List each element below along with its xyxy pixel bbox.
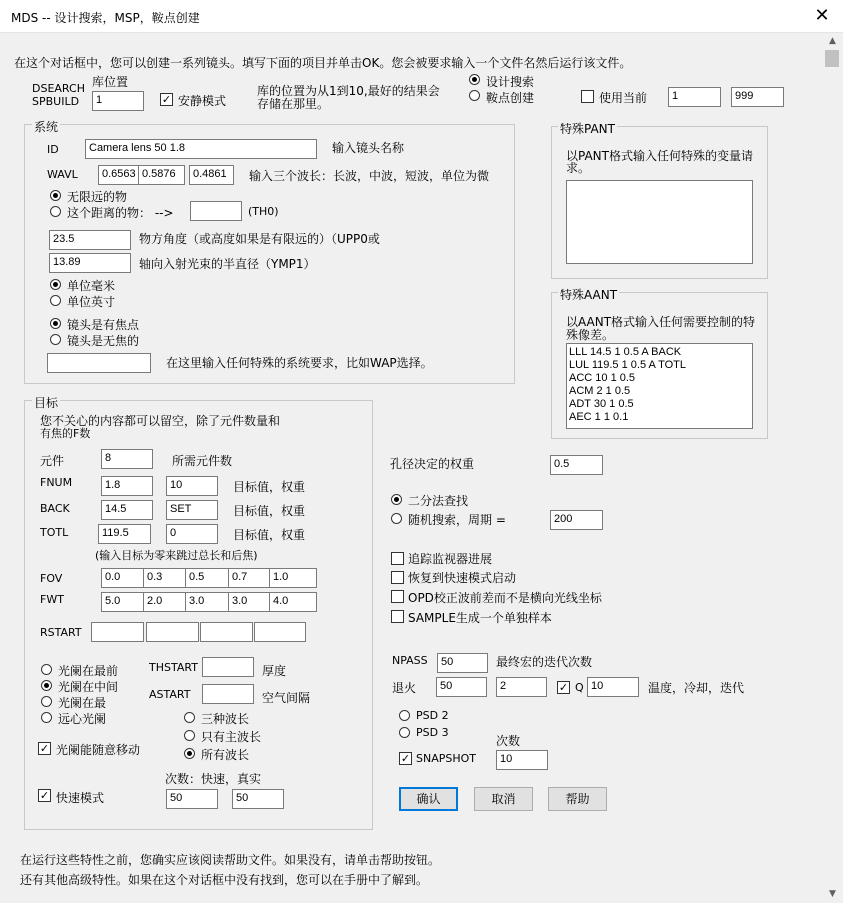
iterations-label: 次数：快速，真实 [165,772,262,786]
aant-line: LLL 14.5 1 0.5 A BACK [569,346,682,358]
use-current-label: 使用当前 [599,91,648,105]
thstart-label: THSTART [149,661,198,674]
fnum-label: FNUM [40,476,73,489]
ymp1-input[interactable]: 13.89 [49,253,131,273]
psd2-radio[interactable] [399,710,410,721]
focal-radio[interactable] [50,318,61,329]
afocal-radio[interactable] [50,334,61,345]
random-search-label: 随机搜索，周期 = [408,513,506,527]
stop-back-radio[interactable] [41,696,52,707]
library-input[interactable]: 1 [92,91,144,111]
fwt-input-1[interactable]: 5.0 [101,592,149,612]
pant-desc-2: 求。 [566,161,591,175]
window-title: MDS -- 设计搜索，MSP，鞍点创建 [11,11,200,25]
opd-label: OPD校正波前差而不是横向光线坐标 [408,591,602,605]
totl-weight-input[interactable]: 0 [166,524,218,544]
thstart-input[interactable] [202,657,254,677]
random-search-radio[interactable] [391,513,402,524]
th0-label: (TH0) [248,205,279,218]
fov-input-5[interactable]: 1.0 [269,568,317,588]
object-infinite-label: 无限远的物 [67,190,128,204]
wavl-mid-input[interactable]: 0.5876 [138,165,185,185]
all-waves-radio[interactable] [184,748,195,759]
stop-middle-radio[interactable] [41,680,52,691]
thickness-hint: 厚度 [262,664,287,678]
astart-label: ASTART [149,688,191,701]
system-group-title: 系统 [34,120,59,134]
rstart-input-2[interactable] [146,622,199,642]
main-wave-label: 只有主波长 [201,730,262,744]
period-input[interactable]: 200 [550,510,603,530]
stop-move-label: 光阑能随意移动 [56,743,141,757]
anneal-label: 退火 [392,681,417,695]
target-group-title: 目标 [34,396,59,410]
focal-label: 镜头是有焦点 [67,318,140,332]
air-gap-hint: 空气间隔 [262,691,311,705]
snapshot-checkbox[interactable]: ✓ [400,752,411,765]
cancel-button[interactable]: 取消 [474,787,533,811]
field-angle-input[interactable]: 23.5 [49,230,131,250]
aant-line: ADT 30 1 0.5 [569,398,634,410]
fov-input-1[interactable]: 0.0 [101,568,149,588]
back-label: BACK [40,502,70,515]
restore-fast-label: 恢复到快速模式启动 [408,571,517,585]
track-progress-checkbox[interactable] [391,552,404,565]
use-current-checkbox[interactable] [581,90,594,103]
dsearch-label: DSEARCH [32,82,85,95]
id-label: ID [47,143,59,156]
anneal-iter-input[interactable]: 10 [587,677,639,697]
quiet-mode-label: 安静模式 [178,94,227,108]
footer-line-1: 在运行这些特性之前，您确实应该阅读帮助文件。如果没有，请单击帮助按钮。 [20,853,441,867]
close-icon[interactable]: ✕ [814,5,830,26]
stop-back-label: 光阑在最 [58,696,107,710]
aant-desc-2: 殊像差。 [566,328,615,342]
psd3-label: PSD 3 [416,726,449,739]
object-distance-radio[interactable] [50,206,61,217]
special-system-input[interactable] [47,353,151,373]
aant-line: AEC 1 1 0.1 [569,411,629,423]
fwt-input-4[interactable]: 3.0 [228,592,276,612]
fnum-weight-input[interactable]: 10 [166,476,218,496]
saddle-create-radio[interactable] [469,90,480,101]
aant-textarea[interactable] [566,343,753,429]
elements-input[interactable]: 8 [101,449,153,469]
elements-hint: 所需元件数 [172,454,233,468]
unit-mm-radio[interactable] [50,279,61,290]
psd3-radio[interactable] [399,727,410,738]
back-weight-input[interactable]: SET [166,500,218,520]
target-desc-1: 您不关心的内容都可以留空，除了元件数量和 [40,414,281,428]
target-desc-2: 有焦的F数 [40,427,91,440]
stop-middle-label: 光阑在中间 [58,680,119,694]
spbuild-label: SPBUILD [32,95,80,108]
aant-group-title: 特殊AANT [560,288,618,302]
quiet-mode-checkbox[interactable]: ✓ [161,93,172,106]
intro-text: 在这个对话框中，您可以创建一系列镜头。填写下面的项目并单击OK。您会被要求输入一个文件名然后运行该文件。 [14,56,632,70]
lens-id-hint: 输入镜头名称 [332,141,405,155]
rstart-label: RSTART [40,626,82,639]
iter-real-input[interactable]: 50 [232,789,284,809]
three-waves-radio[interactable] [184,712,195,723]
wavl-hint: 输入三个波长：长波，中波，短波，单位为微 [249,169,490,183]
library-note-2: 存储在那里。 [257,97,330,111]
footer-line-2: 还有其他高级特性。如果在这个对话框中没有找到，您可以在手册中了解到。 [20,873,429,887]
scroll-up-icon[interactable]: ▲ [829,36,836,46]
help-button[interactable]: 帮助 [548,787,607,811]
rstart-input-1[interactable] [91,622,144,642]
aant-line: ACC 10 1 0.5 [569,372,636,384]
ok-button[interactable]: 确认 [399,787,458,811]
library-label: 库位置 [92,75,129,89]
stop-front-label: 光阑在最前 [58,664,119,678]
pant-desc-1: 以PANT格式输入任何特殊的变量请 [566,149,753,163]
iter-fast-input[interactable]: 50 [166,789,218,809]
unit-mm-label: 单位毫米 [67,279,116,293]
back-target-input[interactable]: 14.5 [101,500,153,520]
object-distance-input[interactable] [190,201,242,221]
scroll-down-icon[interactable]: ▼ [829,889,836,899]
aant-line: LUL 119.5 1 0.5 A TOTL [569,359,687,371]
stop-telecentric-radio[interactable] [41,712,52,723]
snapshot-label: SNAPSHOT [416,752,477,765]
aperture-weight-input[interactable]: 0.5 [550,455,603,475]
totl-hint: 目标值，权重 [233,528,306,542]
vertical-scrollbar[interactable] [822,33,843,903]
ymp1-hint: 轴向入射光束的半直径（YMP1） [139,257,316,271]
wavl-label: WAVL [47,168,78,181]
stop-telecentric-label: 远心光阑 [58,712,107,726]
stop-move-checkbox[interactable]: ✓ [39,742,50,755]
afocal-label: 镜头是无焦的 [67,334,140,348]
fwt-input-3[interactable]: 3.0 [185,592,233,612]
all-waves-label: 所有波长 [201,748,250,762]
rstart-input-3[interactable] [200,622,253,642]
npass-input[interactable]: 50 [437,653,488,673]
lens-id-input[interactable]: Camera lens 50 1.8 [85,139,317,159]
fov-input-4[interactable]: 0.7 [228,568,276,588]
use-current-from-input[interactable]: 1 [668,87,721,107]
fnum-hint: 目标值，权重 [233,480,306,494]
track-progress-label: 追踪监视器进展 [408,552,493,566]
back-hint: 目标值，权重 [233,504,306,518]
totl-label: TOTL [40,526,69,539]
special-system-hint: 在这里输入任何特殊的系统要求，比如WAP选择。 [166,356,433,370]
fwt-label: FWT [40,593,64,606]
npass-hint: 最终宏的迭代次数 [496,655,593,669]
fast-mode-checkbox[interactable]: ✓ [39,789,50,802]
fwt-input-5[interactable]: 4.0 [269,592,317,612]
anneal-hint: 温度，冷却，迭代 [648,681,745,695]
totl-target-input[interactable]: 119.5 [98,524,151,544]
binary-search-radio[interactable] [391,494,402,505]
fnum-target-input[interactable]: 1.8 [101,476,153,496]
fov-input-3[interactable]: 0.5 [185,568,233,588]
library-note-1: 库的位置为从1到10,最好的结果会 [257,84,440,98]
fov-input-2[interactable]: 0.3 [143,568,191,588]
saddle-create-label: 鞍点创建 [486,91,535,105]
npass-label: NPASS [392,654,428,667]
psd2-label: PSD 2 [416,709,449,722]
elements-label: 元件 [40,454,65,468]
anneal-temp-input[interactable]: 50 [436,677,487,697]
wavl-short-input[interactable]: 0.4861 [189,165,234,185]
design-search-label: 设计搜索 [486,75,535,89]
pant-group-title: 特殊PANT [560,122,615,136]
use-current-to-input[interactable]: 999 [731,87,784,107]
fast-mode-label: 快速模式 [56,791,105,805]
object-infinite-radio[interactable] [50,190,61,201]
field-angle-hint: 物方角度（或高度如果是有限远的）（UPP0或 [139,232,380,246]
aperture-weight-label: 孔径决定的权重 [390,457,475,471]
design-search-radio[interactable] [469,74,480,85]
object-distance-label: 这个距离的物： --> [67,206,174,220]
wavl-long-input[interactable]: 0.6563 [98,165,143,185]
rstart-input-4[interactable] [254,622,306,642]
aant-line: ACM 2 1 0.5 [569,385,631,397]
stop-front-radio[interactable] [41,664,52,675]
binary-search-label: 二分法查找 [408,494,469,508]
scroll-thumb[interactable] [825,50,839,67]
main-wave-radio[interactable] [184,730,195,741]
opd-checkbox[interactable] [391,590,404,603]
times-label: 次数 [496,734,521,748]
unit-inch-radio[interactable] [50,295,61,306]
sample-label: SAMPLE生成一个单独样本 [408,611,552,625]
fov-label: FOV [40,572,63,585]
q-label: Q [575,681,584,694]
fwt-input-2[interactable]: 2.0 [143,592,191,612]
snapshot-count-input[interactable]: 10 [496,750,548,770]
aant-desc-1: 以AANT格式输入任何需要控制的特 [566,315,756,329]
anneal-cool-input[interactable]: 2 [496,677,547,697]
zero-skip-note: (输入目标为零来跳过总长和后焦) [95,549,258,562]
pant-textarea[interactable] [566,180,753,264]
sample-checkbox[interactable] [391,610,404,623]
q-checkbox[interactable]: ✓ [558,681,569,694]
astart-input[interactable] [202,684,254,704]
three-waves-label: 三种波长 [201,712,250,726]
restore-fast-checkbox[interactable] [391,571,404,584]
title-bar [0,0,843,33]
unit-inch-label: 单位英寸 [67,295,116,309]
